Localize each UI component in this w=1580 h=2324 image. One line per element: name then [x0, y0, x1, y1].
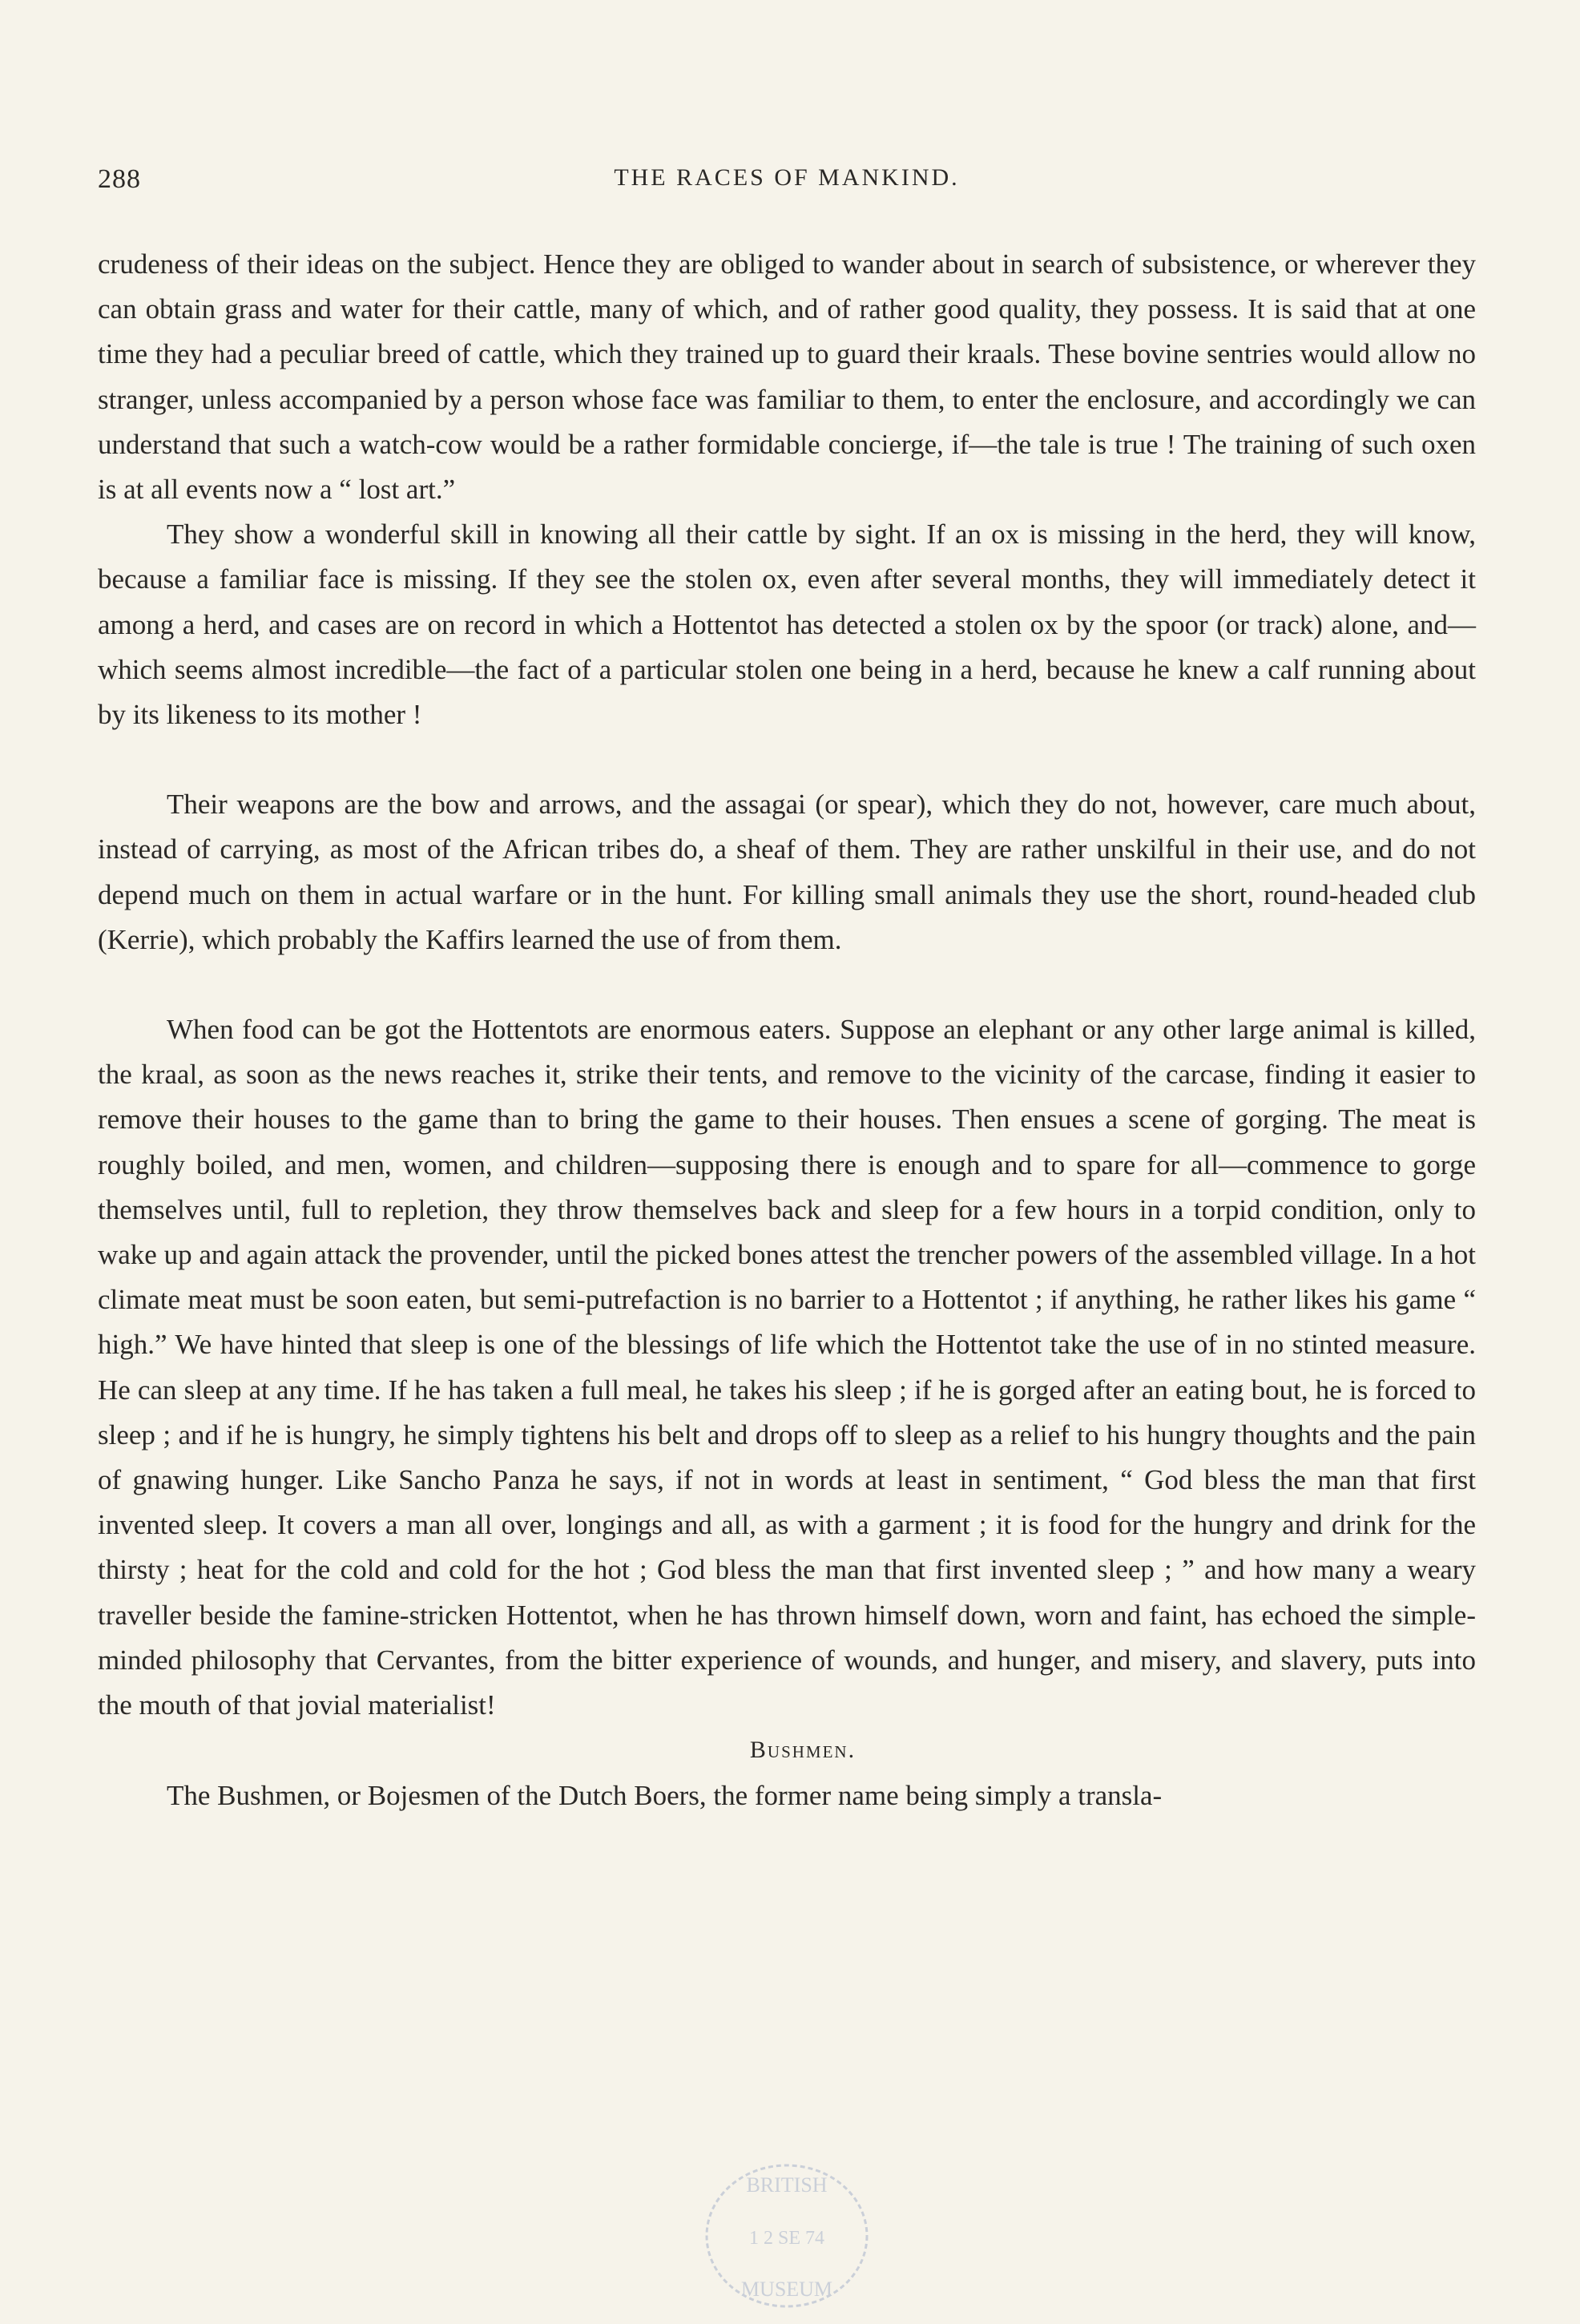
paragraph-weapons: Their weapons are the bow and arrows, and the assagai (or spear), which they do not, however, care much about, instead of carrying, as most of the African tribes do, a sheaf of them. They are rather unskilful in their use, and do not depend much on them in actual warfare or in the hunt. For killing small animals they use the short, round-headed club (Kerrie), which probably the Kaffirs learned the use of from them. [98, 789, 1476, 955]
paragraph-food: When food can be got the Hottentots are enormous eaters. Suppose an elephant or any other large animal is killed, the kraal, as soon as the news reaches it, strike their tents, and remove to the vicinity of the carcase, finding it easier to remove their houses to the game than to bring the game to their houses. Then ensues a scene of gorging. The meat is roughly boiled, and men, women, and children—supposing there is enough and to spare for all—commence to gorge themselves until, full to repletion, they throw themselves back and sleep for a few hours in a torpid condition, only to wake up and again attack the provender, until the picked bones attest the trencher powers of the assembled village. In a hot climate meat must be soon eaten, but semi-putrefaction is no barrier to a Hottentot ; if anything, he rather likes his game “ high.” We have hinted that sleep is one of the blessings of life which the Hottentot take the use of in no stinted measure. He can sleep at any time. If he has taken a full meal, he takes his sleep ; if he is gorged after an eating bout, he is forced to sleep ; and if he is hungry, he simply tightens his belt and drops off to sleep as a relief to his hungry thoughts and the pain of gnawing hunger. Like Sancho Panza he says, if not in words at least in sentiment, “ God bless the man that first invented sleep. It covers a man all over, longings and all, as with a garment ; it is food for the hungry and drink for the thirsty ; heat for the cold and cold for the hot ; God bless the man that first invented sleep ; ” and how many a weary traveller beside the famine-stricken Hottentot, when he has thrown himself down, worn and faint, has echoed the simple-minded philosophy that Cervantes, from the bitter experience of wounds, and hunger, and misery, and slavery, puts into the mouth of that jovial materialist! [98, 1014, 1476, 1721]
body-text [98, 242, 1476, 1818]
paragraph-gap [98, 737, 1476, 782]
stamp-text-bottom: MUSEUM [740, 2278, 833, 2301]
page-number: 288 [98, 164, 141, 194]
section-heading: Bushmen. [749, 1737, 857, 1764]
paragraph-bushmen: The Bushmen, or Bojesmen of the Dutch Boers, the former name being simply a transla- [167, 1779, 1163, 1811]
running-title: THE RACES OF MANKIND. [614, 164, 960, 191]
page-header [98, 164, 1476, 204]
paragraph-gap [98, 962, 1476, 1007]
library-stamp [691, 2156, 883, 2316]
stamp-text-middle: 1 2 SE 74 [748, 2228, 825, 2249]
paragraph-skill: They show a wonderful skill in knowing all their cattle by sight. If an ox is missing in the herd, they will know, because a familiar face is missing. If they see the stolen ox, even after several months, they will immediately detect it among a herd, and cases are on record in which a Hottentot has detected a stolen ox by the spoor (or track) alone, and—which seems almost incredible—the fact of a particular stolen one being in a herd, because he knew a calf running about by its likeness to its mother ! [98, 518, 1476, 731]
stamp-text-top: BRITISH [746, 2173, 828, 2197]
paragraph-cattle: crudeness of their ideas on the subject. Hence they are obliged to wander about in search of subsistence, or wherever they can obtain grass and water for their cattle, many of which, and of rather good quality, they possess. It is said that at one time they had a peculiar breed of cattle, which they trained up to guard their kraals. These bovine sentries would allow no stranger, unless accompanied by a person whose face was familiar to them, to enter the enclosure, and accordingly we can understand that such a watch-cow would be a rather formidable concierge, if—the tale is true ! The training of such oxen is at all events now a “ lost art.” [98, 248, 1476, 506]
